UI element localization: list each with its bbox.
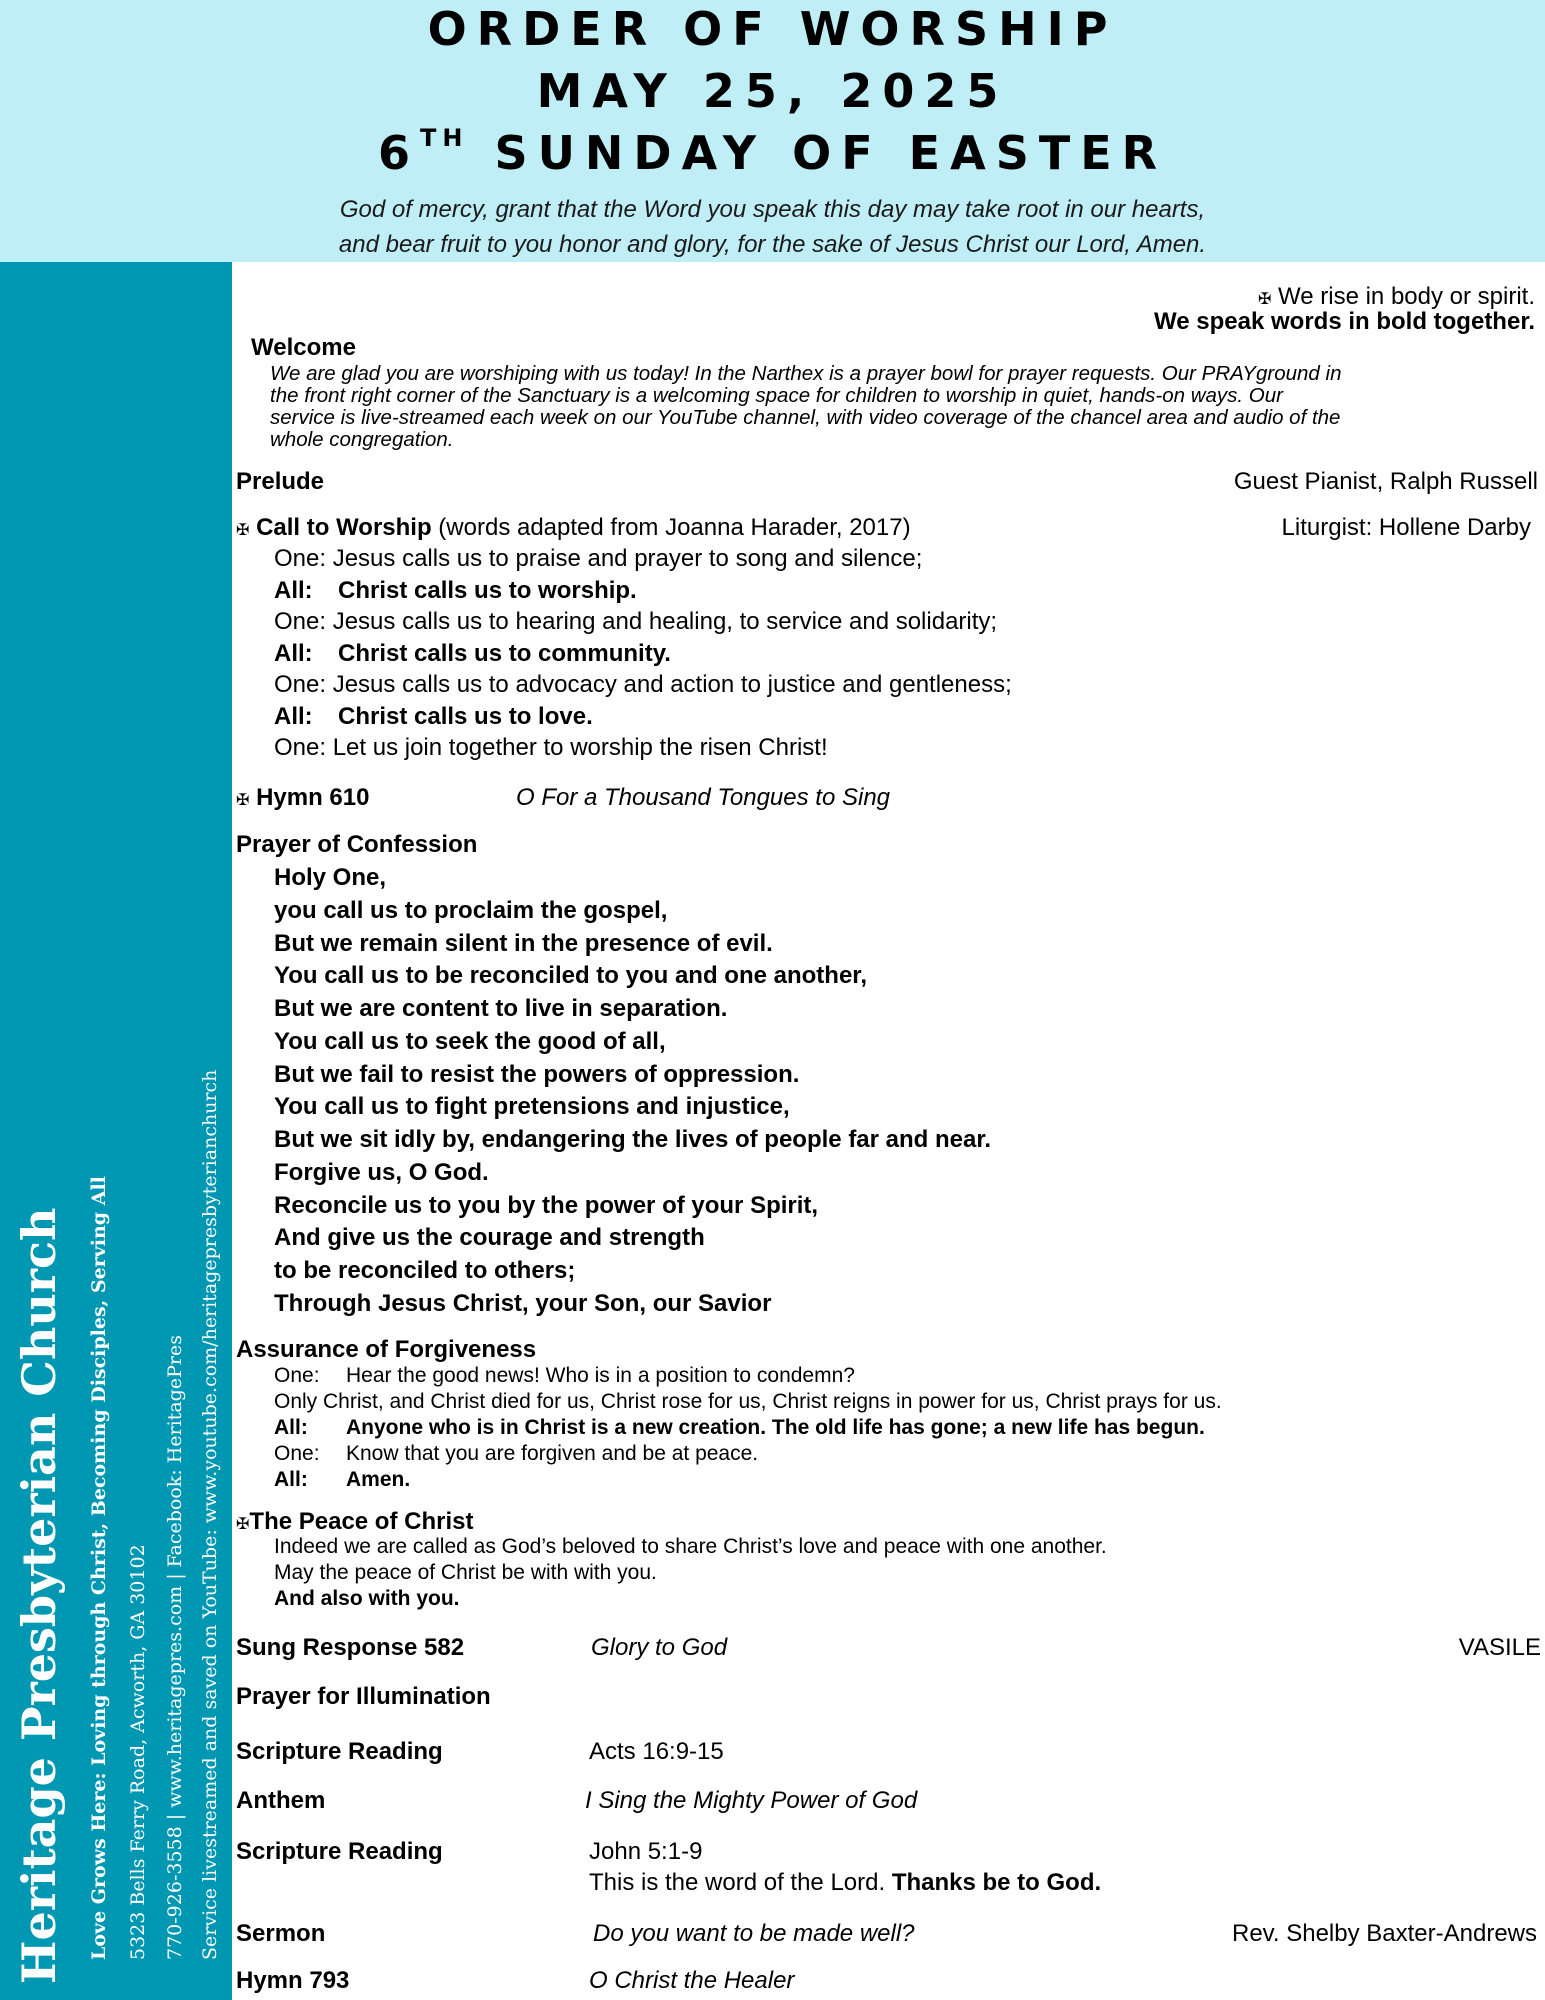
church-address: 5323 Bells Ferry Road, Acworth, GA 30102	[127, 1544, 149, 1960]
confession-line: Holy One,	[274, 864, 387, 891]
assurance-line	[274, 1442, 759, 1465]
sermon-title: Do you want to be made well?	[593, 1920, 915, 1947]
speaker-one: One:	[274, 545, 327, 572]
assurance-text: Know that you are forgiven and be at peace.	[346, 1442, 759, 1465]
assurance-line	[274, 1364, 855, 1387]
confession-line: Reconcile us to you by the power of your Spirit,	[274, 1192, 819, 1219]
welcome-line: the front right corner of the Sanctuary is a welcoming space for children to worship in quiet, hands-on ways. Our	[270, 384, 1283, 408]
speaker-one: One:	[274, 671, 327, 698]
header-banner	[0, 0, 1545, 262]
welcome-line: service is live-streamed each week on our YouTube channel, with video coverage of the chancel area and audio of the	[270, 406, 1341, 430]
livestream-info: Service livestreamed and saved on YouTube: www.youtube.com/heritagepresbyterianchurch	[199, 1069, 221, 1960]
assurance-response-text: Amen.	[346, 1468, 411, 1491]
hymn-610-title: O For a Thousand Tongues to Sing	[516, 784, 891, 811]
prelude-performer: Guest Pianist, Ralph Russell	[1233, 468, 1538, 495]
peace-line: May the peace of Christ be with with you.	[274, 1561, 657, 1584]
speaker-all: All:	[274, 640, 313, 667]
call-line-text: Jesus calls us to praise and prayer to song and silence;	[326, 545, 923, 572]
call-line-text: Jesus calls us to advocacy and action to justice and gentleness;	[326, 671, 1012, 698]
call-to-worship-heading	[236, 514, 911, 542]
peace-label: The Peace of Christ	[249, 1508, 474, 1535]
stand-legend-text: We rise in body or spirit.	[1278, 283, 1535, 310]
peace-line: Indeed we are called as God’s beloved to share Christ’s love and peace with one another.	[274, 1535, 1107, 1558]
assurance-line: Only Christ, and Christ died for us, Christ rose for us, Christ reigns in power for us, Christ prays for us.	[274, 1390, 1222, 1413]
speaker-all: All:	[274, 703, 313, 730]
call-line-text: Jesus calls us to hearing and healing, to service and solidarity;	[326, 608, 998, 635]
bold-legend: We speak words in bold together.	[1154, 308, 1535, 335]
anthem-label: Anthem	[236, 1787, 326, 1814]
anthem-title: I Sing the Mighty Power of God	[585, 1787, 918, 1814]
sung-response-title: Glory to God	[591, 1634, 728, 1661]
hymn-793-label: Hymn 793	[236, 1967, 350, 1994]
speaker-one: One:	[274, 608, 327, 635]
assurance-response	[274, 1468, 411, 1491]
speaker-one: One:	[274, 1364, 320, 1387]
confession-line: You call us to be reconciled to you and one another,	[274, 962, 867, 989]
call-response-text: Christ calls us to worship.	[338, 577, 637, 604]
cross-icon: ✠	[236, 1516, 250, 1533]
speaker-one: One:	[274, 1442, 320, 1465]
sung-response-tune: VASILE	[1458, 1634, 1541, 1661]
confession-line: You call us to fight pretensions and injustice,	[274, 1093, 790, 1120]
cross-icon: ✠	[1257, 291, 1272, 308]
title-sunday	[0, 124, 1545, 180]
confession-line: You call us to seek the good of all,	[274, 1028, 666, 1055]
call-to-worship-label: Call to Worship	[256, 514, 432, 541]
assurance-text: Hear the good news! Who is in a position to condemn?	[346, 1364, 855, 1387]
scripture-response-people: Thanks be to God.	[891, 1869, 1102, 1896]
call-to-worship-note: (words adapted from Joanna Harader, 2017)	[431, 514, 911, 541]
title-order-of-worship: ORDER OF WORSHIP	[427, 2, 1118, 56]
assurance-label: Assurance of Forgiveness	[236, 1336, 537, 1363]
call-line	[274, 734, 828, 762]
opening-prayer-line-1: God of mercy, grant that the Word you speak this day may take root in our hearts,	[339, 196, 1206, 223]
scripture-reading-label: Scripture Reading	[236, 1838, 443, 1865]
title-sunday-suffix: TH	[419, 124, 469, 152]
call-line	[274, 671, 1012, 699]
church-contact: 770-926-3558 | www.heritagepres.com | Facebook: HeritagePres	[164, 1335, 186, 1960]
confession-line: you call us to proclaim the gospel,	[274, 897, 668, 924]
confession-line: But we sit idly by, endangering the lives of people far and near.	[274, 1126, 992, 1153]
illumination-label: Prayer for Illumination	[236, 1683, 491, 1710]
sidebar-vertical-text	[0, 262, 232, 2000]
title-sunday-rest: SUNDAY OF EASTER	[494, 126, 1168, 180]
scripture-response-leader: This is the word of the Lord.	[589, 1869, 892, 1896]
confession-line: But we fail to resist the powers of oppression.	[274, 1061, 800, 1088]
church-motto: Love Grows Here: Loving through Christ, Becoming Disciples, Serving All	[88, 1176, 110, 1960]
title-sunday-number: 6	[377, 126, 420, 180]
welcome-body	[270, 363, 1530, 452]
call-line	[274, 608, 997, 636]
prelude-label: Prelude	[236, 468, 325, 495]
call-response-text: Christ calls us to community.	[338, 640, 671, 667]
confession-line: Through Jesus Christ, your Son, our Savior	[274, 1290, 772, 1317]
welcome-line: We are glad you are worshiping with us today! In the Narthex is a prayer bowl for prayer requests. Our PRAYground in	[270, 362, 1342, 385]
opening-prayer-line-2: and bear fruit to you honor and glory, for the sake of Jesus Christ our Lord, Amen.	[338, 231, 1207, 258]
hymn-793-title: O Christ the Healer	[589, 1967, 795, 1994]
liturgist: Liturgist: Hollene Darby	[1281, 514, 1531, 541]
speaker-all: All:	[274, 1416, 308, 1439]
stand-legend	[1258, 283, 1535, 311]
confession-line: And give us the courage and strength	[274, 1224, 705, 1251]
speaker-all: All:	[274, 1468, 308, 1491]
call-response	[274, 577, 637, 605]
confession-line: But we remain silent in the presence of evil.	[274, 930, 773, 957]
scripture-reference: Acts 16:9-15	[589, 1738, 724, 1765]
confession-line: Forgive us, O God.	[274, 1159, 489, 1186]
welcome-line: whole congregation.	[270, 428, 454, 452]
peace-response: And also with you.	[274, 1587, 460, 1610]
call-response	[274, 703, 593, 731]
assurance-response	[274, 1416, 1205, 1439]
speaker-all: All:	[274, 577, 313, 604]
scripture-response	[589, 1869, 1101, 1897]
sung-response-label: Sung Response 582	[236, 1634, 465, 1661]
title-date: MAY 25, 2025	[536, 64, 1009, 118]
hymn-610-heading	[236, 784, 369, 812]
welcome-heading: Welcome	[251, 334, 356, 361]
sermon-label: Sermon	[236, 1920, 326, 1947]
assurance-response-text: Anyone who is in Christ is a new creation. The old life has gone; a new life has begun.	[346, 1416, 1205, 1439]
confession-line: to be reconciled to others;	[274, 1257, 576, 1284]
scripture-reading-label: Scripture Reading	[236, 1738, 443, 1765]
call-response-text: Christ calls us to love.	[338, 703, 593, 730]
call-line	[274, 545, 922, 573]
scripture-reference: John 5:1-9	[589, 1838, 703, 1865]
speaker-one: One:	[274, 734, 327, 761]
confession-label: Prayer of Confession	[236, 831, 478, 858]
confession-line: But we are content to live in separation.	[274, 995, 728, 1022]
cross-icon: ✠	[236, 522, 250, 539]
hymn-610-label: Hymn 610	[256, 784, 370, 811]
peace-heading	[236, 1508, 473, 1536]
sermon-preacher: Rev. Shelby Baxter-Andrews	[1231, 1920, 1537, 1947]
sidebar	[0, 262, 232, 2000]
call-line-text: Let us join together to worship the risen Christ!	[326, 734, 828, 761]
church-name: Heritage Presbyterian Church	[12, 1207, 66, 1984]
call-response	[274, 640, 671, 668]
cross-icon: ✠	[236, 792, 250, 809]
